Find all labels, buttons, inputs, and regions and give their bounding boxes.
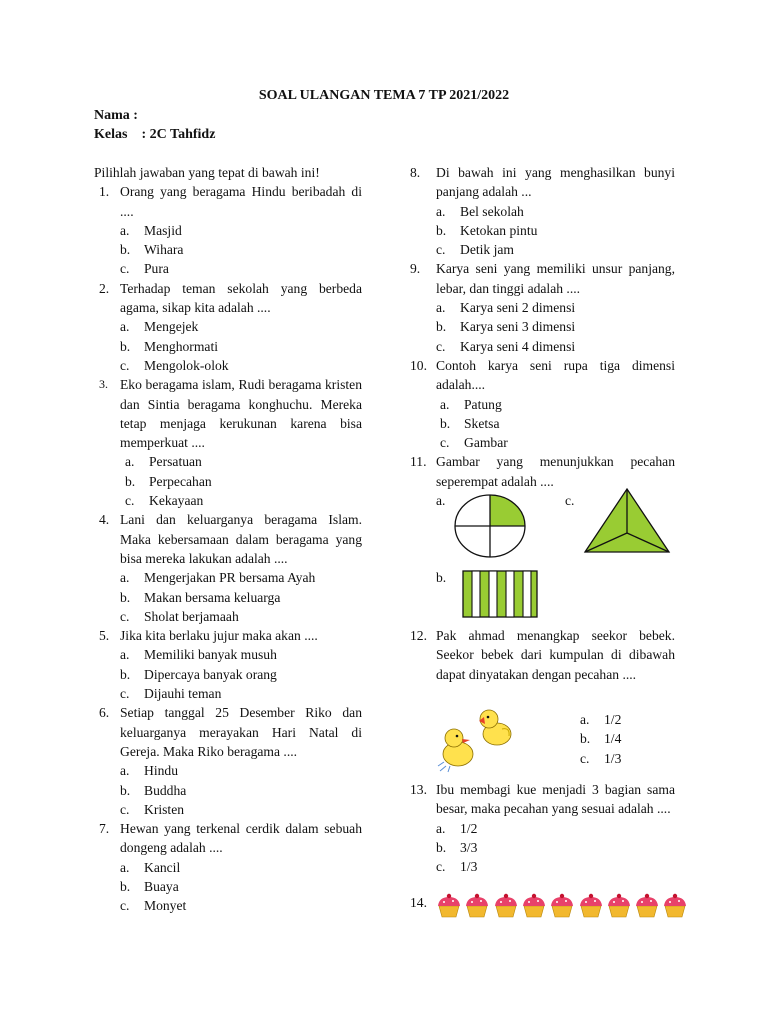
option: b. Dipercaya banyak orang [120, 666, 277, 682]
left-column [94, 163, 362, 916]
q12-options [580, 710, 660, 768]
question-2: 2. Terhadap teman sekolah yang berbeda agama, sikap kita adalah .... [99, 280, 362, 316]
option: b. Buaya [120, 878, 179, 894]
option: c. Gambar [440, 435, 508, 451]
question-5: 5. Jika kita berlaku jujur maka akan .... [99, 628, 318, 644]
option: c. Mengolok-olok [120, 357, 229, 373]
option: a. Mengejek [120, 319, 199, 335]
question-1: 1. Orang yang beragama Hindu beribadah di .... [99, 184, 362, 219]
option: b. 1/4 [580, 731, 622, 747]
kelas-label: Kelas [94, 127, 128, 142]
cupcake-icon [521, 892, 547, 918]
option: b. Ketokan pintu [436, 222, 538, 238]
option: c. Dijauhi teman [120, 686, 222, 702]
cupcake-icon [436, 892, 462, 918]
option: a. Memiliki banyak musuh [120, 647, 277, 663]
question-8: 8. Di bawah ini yang menghasilkan bunyi panjang adalah ... [410, 165, 675, 200]
option: b. Menghormati [120, 338, 218, 354]
ducks-icon [432, 704, 518, 776]
option: a. Masjid [120, 222, 182, 238]
question-11: 11. Gambar yang menunjukkan pecahan seperempat adalah .... [410, 454, 675, 489]
option: c. 1/3 [580, 750, 622, 766]
option: c. Kekayaan [125, 493, 204, 509]
kelas-row [94, 127, 215, 143]
quarter-circle-icon [453, 493, 527, 559]
question-3: 3. Eko beragama islam, Rudi beragama kristen dan Sintia beragama konghuchu. Mereka tetap menjaga kerukunan karena bisa memperkuat .... [99, 377, 362, 451]
q11-option-b: b. [436, 570, 447, 585]
option: c. Detik jam [436, 242, 514, 258]
option: b. Perpecahan [125, 473, 212, 489]
question-13-block [410, 780, 675, 876]
option: c. 1/3 [436, 859, 478, 875]
option: a. Patung [440, 396, 502, 412]
nama-label: Nama [94, 108, 130, 123]
cupcake-icon [464, 892, 490, 918]
cupcake-row [436, 892, 688, 918]
question-13: 13. Ibu membagi kue menjadi 3 bagian sama besar, maka pecahan yang sesuai adalah .... [410, 782, 675, 817]
option: c. Monyet [120, 898, 187, 914]
cupcake-icon [578, 892, 604, 918]
option: b. 3/3 [436, 839, 478, 855]
question-10: 10. Contoh karya seni rupa tiga dimensi adalah.... [410, 357, 675, 393]
question-9: 9. Karya seni yang memiliki unsur panjang, lebar, dan tinggi adalah .... [410, 261, 675, 296]
option: b. Buddha [120, 782, 187, 798]
option: b. Makan bersama keluarga [120, 589, 281, 605]
cupcake-icon [493, 892, 519, 918]
instruction: Pilihlah jawaban yang tepat di bawah ini! [94, 165, 320, 180]
nama-sep: : [133, 108, 138, 123]
question-7: 7. Hewan yang terkenal cerdik dalam sebuah dongeng adalah .... [99, 821, 362, 856]
option: b. Karya seni 3 dimensi [436, 319, 576, 335]
kelas-value: : 2C Tahfidz [141, 127, 216, 142]
question-12-block [410, 626, 675, 684]
cupcake-icon [634, 892, 660, 918]
option: a. Mengerjakan PR bersama Ayah [120, 570, 316, 586]
option: c. Pura [120, 261, 169, 277]
right-column [410, 163, 675, 491]
nama-row [94, 108, 138, 124]
option: a. Hindu [120, 763, 178, 779]
q11-option-c: c. [565, 493, 575, 508]
option: a. 1/2 [436, 820, 478, 836]
cupcake-icon [606, 892, 632, 918]
question-4: 4. Lani dan keluarganya beragama Islam. Maka kebersamaan dalam beragama yang bisa mereka lakukan adalah .... [99, 512, 362, 566]
option: b. Wihara [120, 242, 184, 258]
triangle-figure-icon [583, 487, 671, 555]
option: a. 1/2 [580, 712, 622, 727]
question-12: 12. Pak ahmad menangkap seekor bebek. Seekor bebek dari kumpulan di dibawah dapat dinyatakan dengan pecahan .... [410, 628, 675, 682]
bars-figure-icon [462, 570, 538, 618]
page-title: SOAL ULANGAN TEMA 7 TP 2021/2022 [258, 88, 510, 103]
option: a. Kancil [120, 859, 181, 875]
option: c. Sholat berjamaah [120, 608, 239, 624]
option: b. Sketsa [440, 415, 500, 431]
option: a. Karya seni 2 dimensi [436, 300, 576, 316]
q11-option-a: a. [436, 493, 446, 508]
option: c. Karya seni 4 dimensi [436, 338, 576, 354]
question-6: 6. Setiap tanggal 25 Desember Riko dan keluarganya merayakan Hari Natal di Gereja. Maka Riko beragama .... [99, 705, 362, 759]
cupcake-icon [662, 892, 688, 918]
question-14-number: 14. [410, 895, 427, 910]
option: c. Kristen [120, 801, 185, 817]
option: a. Persatuan [125, 454, 202, 470]
option: a. Bel sekolah [436, 203, 524, 219]
cupcake-icon [549, 892, 575, 918]
